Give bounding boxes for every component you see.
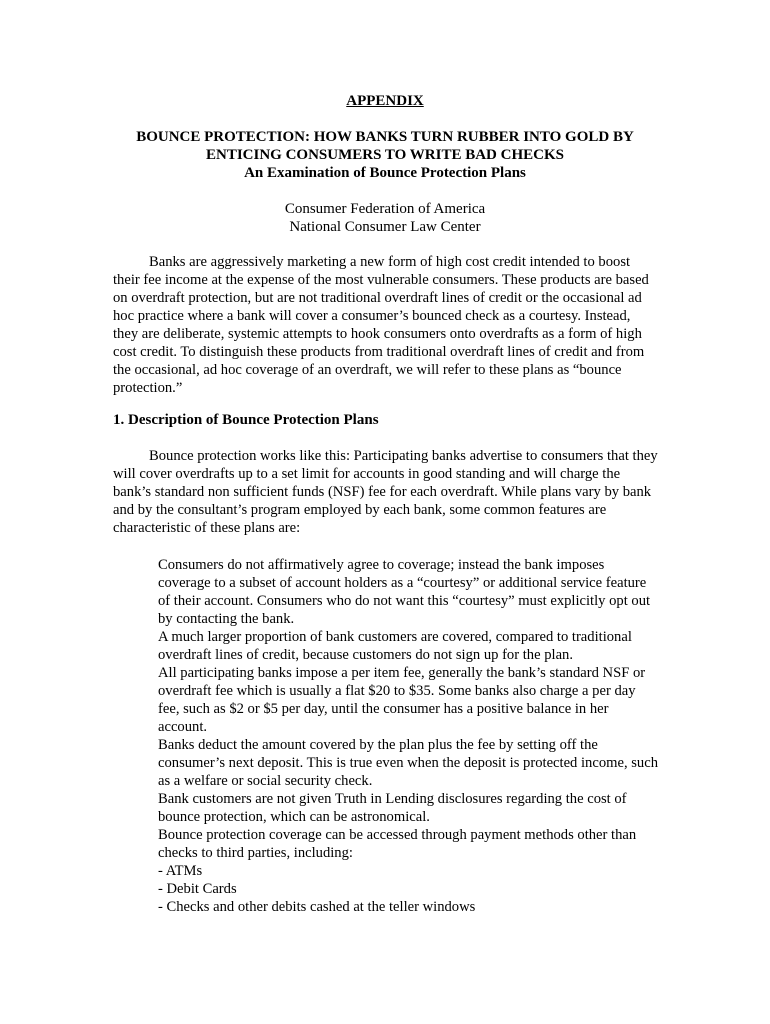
payment-method-item: - Debit Cards bbox=[158, 881, 237, 897]
subtitle: An Examination of Bounce Protection Plans bbox=[244, 165, 526, 181]
section-heading: 1. Description of Bounce Protection Plans bbox=[113, 412, 379, 428]
list-item: A much larger proportion of bank customers are covered, compared to traditional overdraft lines of credit, because customers do not sign up for the plan. bbox=[158, 629, 632, 663]
title-line-2: ENTICING CONSUMERS TO WRITE BAD CHECKS bbox=[205, 147, 564, 163]
document-title bbox=[100, 128, 670, 182]
list-item: Banks deduct the amount covered by the plan plus the fee by setting off the consumer’s next deposit. This is true even when the deposit is protected income, such as a welfare or social security check. bbox=[158, 737, 658, 789]
features-list bbox=[158, 556, 658, 916]
list-item: Bank customers are not given Truth in Lending disclosures regarding the cost of bounce protection, which can be astronomical. bbox=[158, 791, 627, 825]
payment-method-item: - ATMs bbox=[158, 863, 203, 879]
author-nclc: National Consumer Law Center bbox=[289, 219, 481, 235]
author-cfa: Consumer Federation of America bbox=[284, 201, 486, 217]
authors-block bbox=[0, 200, 770, 236]
appendix-heading: APPENDIX bbox=[346, 93, 424, 109]
payment-method-item: - Checks and other debits cashed at the teller windows bbox=[158, 899, 476, 915]
list-item: Bounce protection coverage can be accessed through payment methods other than checks to third parties, including: bbox=[158, 827, 637, 861]
list-item: Consumers do not affirmatively agree to coverage; instead the bank imposes coverage to a subset of account holders as a “courtesy” or additional service feature of their account. Consumers who do not want this “courtesy” must explicitly opt out by contacting the bank. bbox=[158, 557, 651, 627]
intro-paragraph: Banks are aggressively marketing a new form of high cost credit intended to boost their fee income at the expense of the most vulnerable consumers. These products are based on overdraft protection, but are not traditional overdraft lines of credit or the occasional ad hoc practice where a bank will cover a consumer’s bounced check as a courtesy. Instead, they are deliberate, systemic attempts to hook consumers onto overdrafts as a form of high cost credit. To distinguish these products from traditional overdraft lines of credit and from the occasional, ad hoc coverage of an overdraft, we will refer to these plans as “bounce protection.” bbox=[113, 254, 649, 396]
title-line-1: BOUNCE PROTECTION: HOW BANKS TURN RUBBER INTO GOLD BY bbox=[136, 129, 634, 145]
list-item: All participating banks impose a per item fee, generally the bank’s standard NSF or overdraft fee which is usually a flat $20 to $35. Some banks also charge a per day fee, such as $2 or $5 per day, until the consumer has a positive balance in her account. bbox=[158, 665, 646, 735]
description-paragraph: Bounce protection works like this: Participating banks advertise to consumers that they will cover overdrafts up to a set limit for accounts in good standing and will charge the bank’s standard non sufficient funds (NSF) fee for each overdraft. While plans vary by bank and by the consultant’s program employed by each bank, some common features are characteristic of these plans are: bbox=[113, 448, 658, 536]
